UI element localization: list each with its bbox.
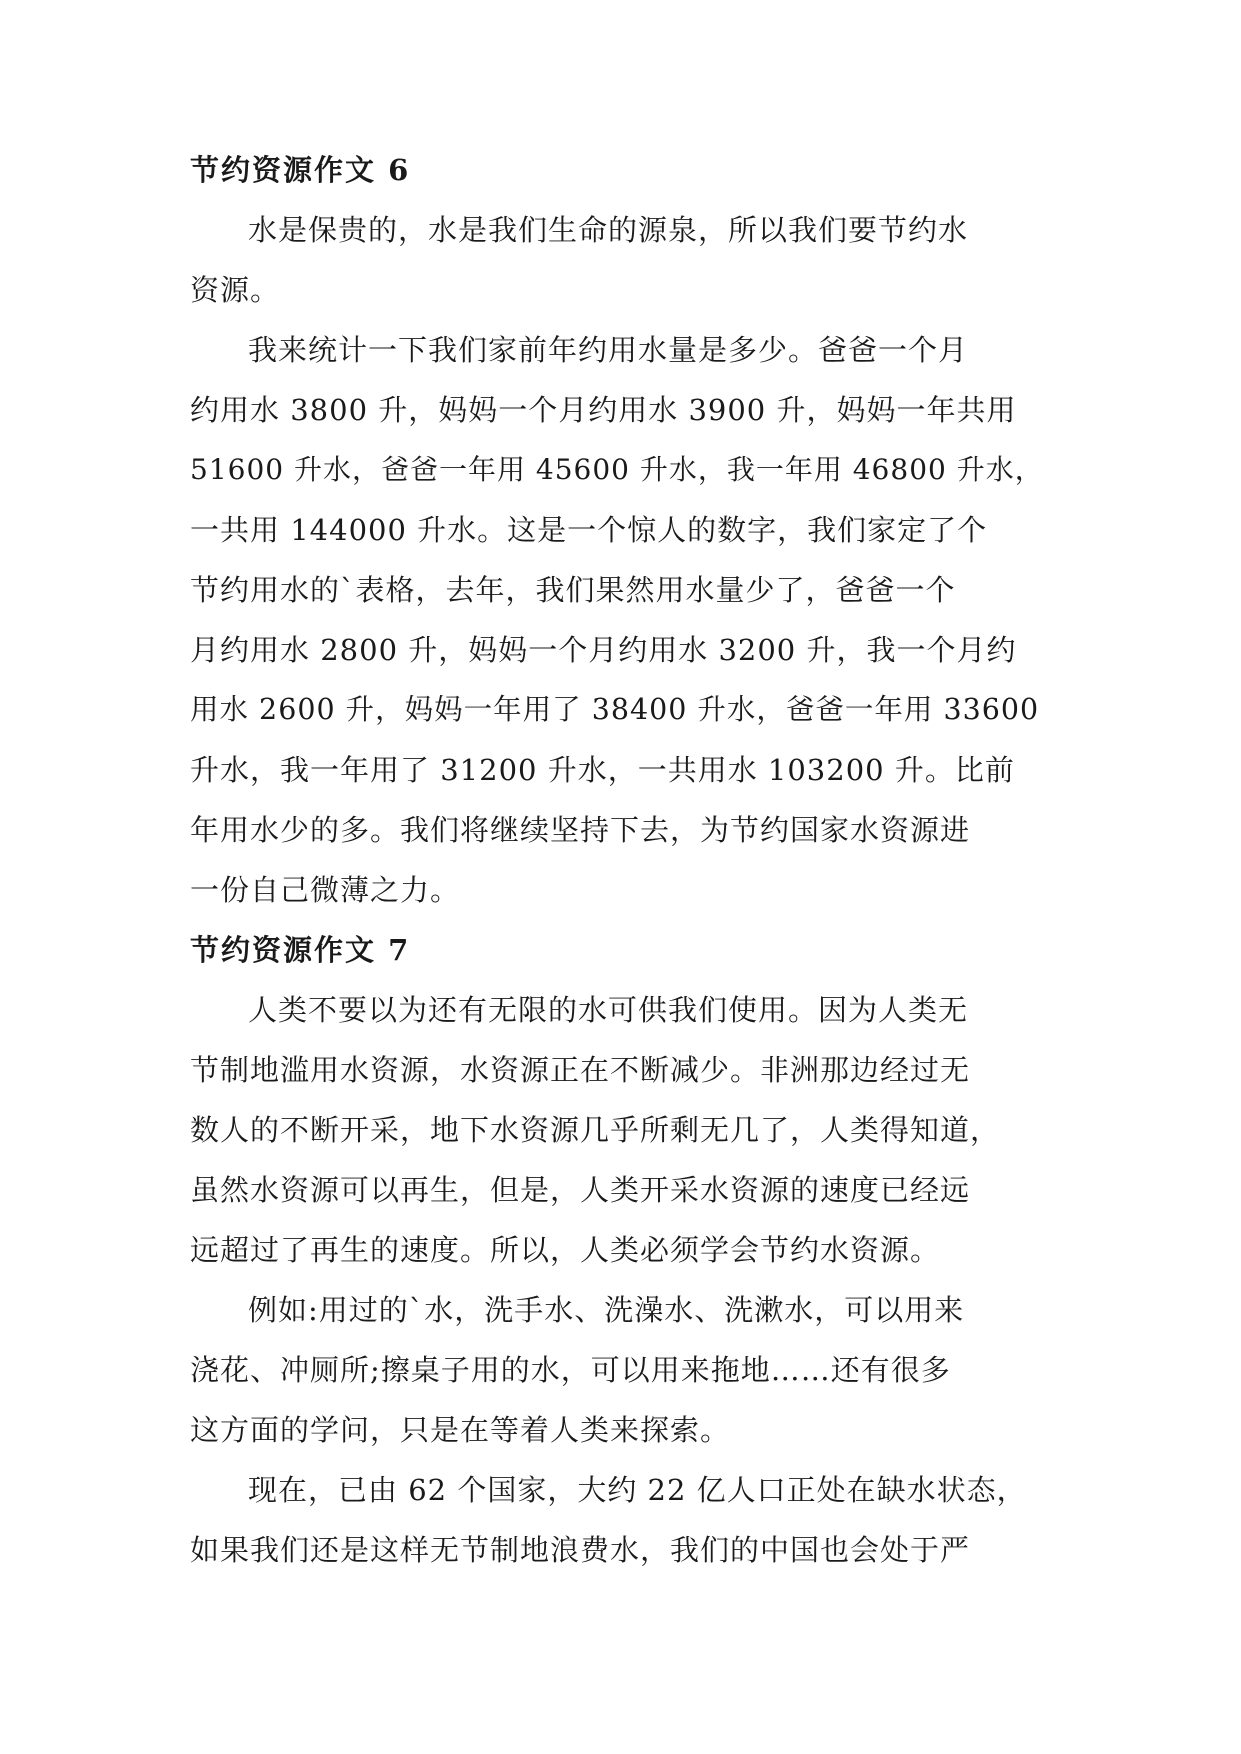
text-line: 节约用水的`表格，去年，我们果然用水量少了，爸爸一个	[190, 573, 956, 607]
text-line: 用水 2600 升，妈妈一年用了 38400 升水，爸爸一年用 33600	[190, 693, 1040, 726]
section-heading: 节约资源作文 6	[190, 153, 411, 187]
paragraph	[190, 1280, 1052, 1460]
text-line: 人类不要以为还有无限的水可供我们使用。因为人类无	[248, 993, 969, 1027]
paragraph	[190, 320, 1052, 920]
text-line: 数人的不断开采，地下水资源几乎所剩无几了，人类得知道，	[190, 1113, 1001, 1147]
paragraph	[190, 980, 1052, 1280]
text-line: 约用水 3800 升，妈妈一个月约用水 3900 升，妈妈一年共用	[190, 393, 1017, 427]
text-line: 月约用水 2800 升，妈妈一个月约用水 3200 升，我一个月约	[190, 633, 1017, 667]
text-line: 一份自己微薄之力。	[190, 873, 461, 907]
paragraph	[190, 200, 1052, 320]
paragraph	[190, 1460, 1052, 1580]
text-line: 现在，已由 62 个国家，大约 22 亿人口正处在缺水状态，	[248, 1473, 1027, 1507]
section-heading: 节约资源作文 7	[190, 933, 411, 967]
text-line: 升水，我一年用了 31200 升水，一共用水 103200 升。比前	[190, 753, 1015, 787]
document-page	[190, 140, 1052, 1580]
text-line: 51600 升水，爸爸一年用 45600 升水，我一年用 46800 升水，	[190, 453, 1044, 486]
text-line: 资源。	[190, 273, 281, 307]
text-line: 年用水少的多。我们将继续坚持下去，为节约国家水资源进	[190, 813, 971, 847]
text-line: 一共用 144000 升水。这是一个惊人的数字，我们家定了个	[190, 513, 988, 547]
text-line: 浇花、冲厕所;擦桌子用的水，可以用来拖地……还有很多	[190, 1353, 951, 1387]
text-line: 如果我们还是这样无节制地浪费水，我们的中国也会处于严	[190, 1533, 971, 1567]
text-line: 我来统计一下我们家前年约用水量是多少。爸爸一个月	[248, 333, 969, 367]
text-line: 虽然水资源可以再生，但是，人类开采水资源的速度已经远	[190, 1173, 971, 1207]
text-line: 节制地滥用水资源，水资源正在不断减少。非洲那边经过无	[190, 1053, 971, 1087]
text-line: 例如:用过的`水，洗手水、洗澡水、洗漱水，可以用来	[248, 1293, 965, 1327]
text-line: 远超过了再生的速度。所以，人类必须学会节约水资源。	[190, 1233, 941, 1267]
text-line: 水是保贵的，水是我们生命的源泉，所以我们要节约水	[248, 213, 969, 247]
text-line: 这方面的学问，只是在等着人类来探索。	[190, 1413, 731, 1447]
